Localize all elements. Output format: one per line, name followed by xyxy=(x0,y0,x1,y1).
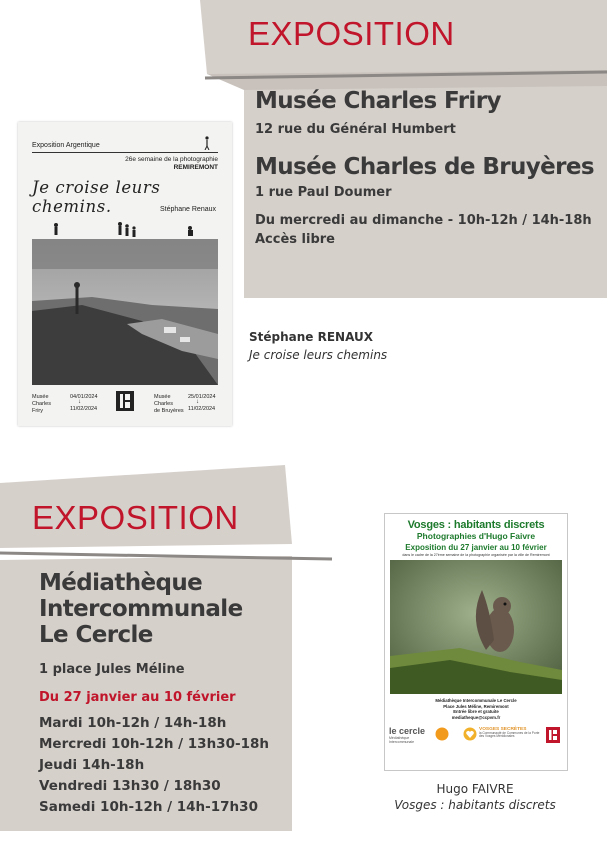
caption-title: Je croise leurs chemins xyxy=(249,348,388,362)
poster2-info xyxy=(385,698,567,720)
poster-header-left: Exposition Argentique xyxy=(32,142,100,149)
exhibition-poster-faivre xyxy=(384,513,568,771)
poster2-title: Vosges : habitants discrets xyxy=(407,519,545,531)
poster-dates-a-start: 04/01/2024 xyxy=(70,394,98,400)
schedule-tuesday: Mardi 10h-12h / 14h-18h xyxy=(39,715,227,731)
schedule-wednesday: Mercredi 10h-12h / 13h30-18h xyxy=(39,735,269,752)
le-cercle-logo-sub: Médiathèque Intercommunale xyxy=(389,735,415,744)
poster2-photo-squirrel xyxy=(390,560,562,694)
poster-author: Stéphane Renaux xyxy=(159,206,216,213)
exposition-title-1: EXPOSITION xyxy=(248,15,455,52)
venue-address-bruyeres: 1 rue Paul Doumer xyxy=(255,185,392,200)
opening-hours: Du mercredi au dimanche - 10h-12h / 14h-18h xyxy=(255,213,592,228)
poster2-context: dans le cadre de la 27ème semaine de la photographie organisée par la ville de Remiremont xyxy=(402,553,550,557)
caption2-author: Hugo FAIVRE xyxy=(436,782,514,796)
caption-faivre xyxy=(384,782,566,812)
exhibition-poster-renaux xyxy=(18,122,232,426)
weekly-schedule xyxy=(39,713,269,818)
vosges-heart-icon xyxy=(463,727,477,741)
poster2-info-line-2: Place Jules Méline, Remiremont xyxy=(443,703,509,709)
poster2-logos xyxy=(385,724,567,750)
poster-dates-a-end: 11/02/2024 xyxy=(70,406,98,412)
exhibition-dates: Du 27 janvier au 10 février xyxy=(39,690,236,705)
poster-logo xyxy=(114,390,136,412)
poster-arrow-b: ↓ xyxy=(196,399,199,405)
venue-line-3: Le Cercle xyxy=(39,621,153,648)
schedule-friday: Vendredi 13h30 / 18h30 xyxy=(39,777,221,794)
poster2-subtitle: Photographies d'Hugo Faivre xyxy=(416,531,536,541)
remiremont-logo xyxy=(545,726,561,744)
poster-subtitle: 26e semaine de la photographie xyxy=(125,156,218,163)
poster-city: REMIREMONT xyxy=(173,164,218,171)
le-cercle-logo xyxy=(389,726,429,744)
walkers-silhouettes xyxy=(48,220,208,240)
exposition-title-2: EXPOSITION xyxy=(32,499,239,536)
poster2-info-line-1: Médiathèque Intercommunale Le Cercle xyxy=(435,698,517,704)
poster-arrow-a: ↓ xyxy=(78,399,81,405)
poster2-info-line-4: mediatheque@ccpvm.fr xyxy=(451,715,501,721)
venue-name-friry: Musée Charles Friry xyxy=(255,88,501,114)
schedule-thursday: Jeudi 14h-18h xyxy=(39,756,145,773)
poster-venue-b: Musée Charles de Bruyères xyxy=(154,394,184,414)
poster-dates-b-start: 25/01/2024 xyxy=(188,394,216,400)
vosges-secretes-logo-sub: la Communauté de Communes de la Porte des Vosges Méridionales xyxy=(479,730,540,739)
poster2-dates: Exposition du 27 janvier au 10 février xyxy=(405,543,547,552)
poster2-info-line-3: Entrée libre et gratuite xyxy=(453,709,499,715)
caption-author: Stéphane RENAUX xyxy=(249,330,374,344)
venue-line-1: Médiathèque xyxy=(39,570,203,596)
caption2-title: Vosges : habitants discrets xyxy=(394,798,556,812)
venue-address-friry: 12 rue du Général Humbert xyxy=(255,122,456,137)
figure-icon xyxy=(203,136,211,150)
vosges-secretes-logo-text: VOSGES SECRÈTES xyxy=(479,726,527,732)
vosges-secretes-logo xyxy=(479,727,541,740)
venue-address-mediatheque: 1 place Jules Méline xyxy=(39,662,185,677)
poster-photo-landscape xyxy=(32,239,218,385)
venue-name-bruyeres: Musée Charles de Bruyères xyxy=(255,154,594,180)
poster-venue-a: Musée Charles Friry xyxy=(32,394,51,414)
venue-line-2: Intercommunale xyxy=(39,595,243,622)
poster-dates-b-end: 11/02/2024 xyxy=(188,406,216,412)
access-info: Accès libre xyxy=(255,232,335,247)
orange-circle-icon xyxy=(435,727,449,741)
poster-handwritten-title: Je croise leurs chemins. xyxy=(32,178,161,216)
caption-renaux xyxy=(249,330,387,362)
le-cercle-logo-text: le cercle xyxy=(389,725,426,736)
venue-name-mediatheque xyxy=(39,571,243,648)
schedule-saturday: Samedi 10h-12h / 14h-17h30 xyxy=(39,798,258,815)
